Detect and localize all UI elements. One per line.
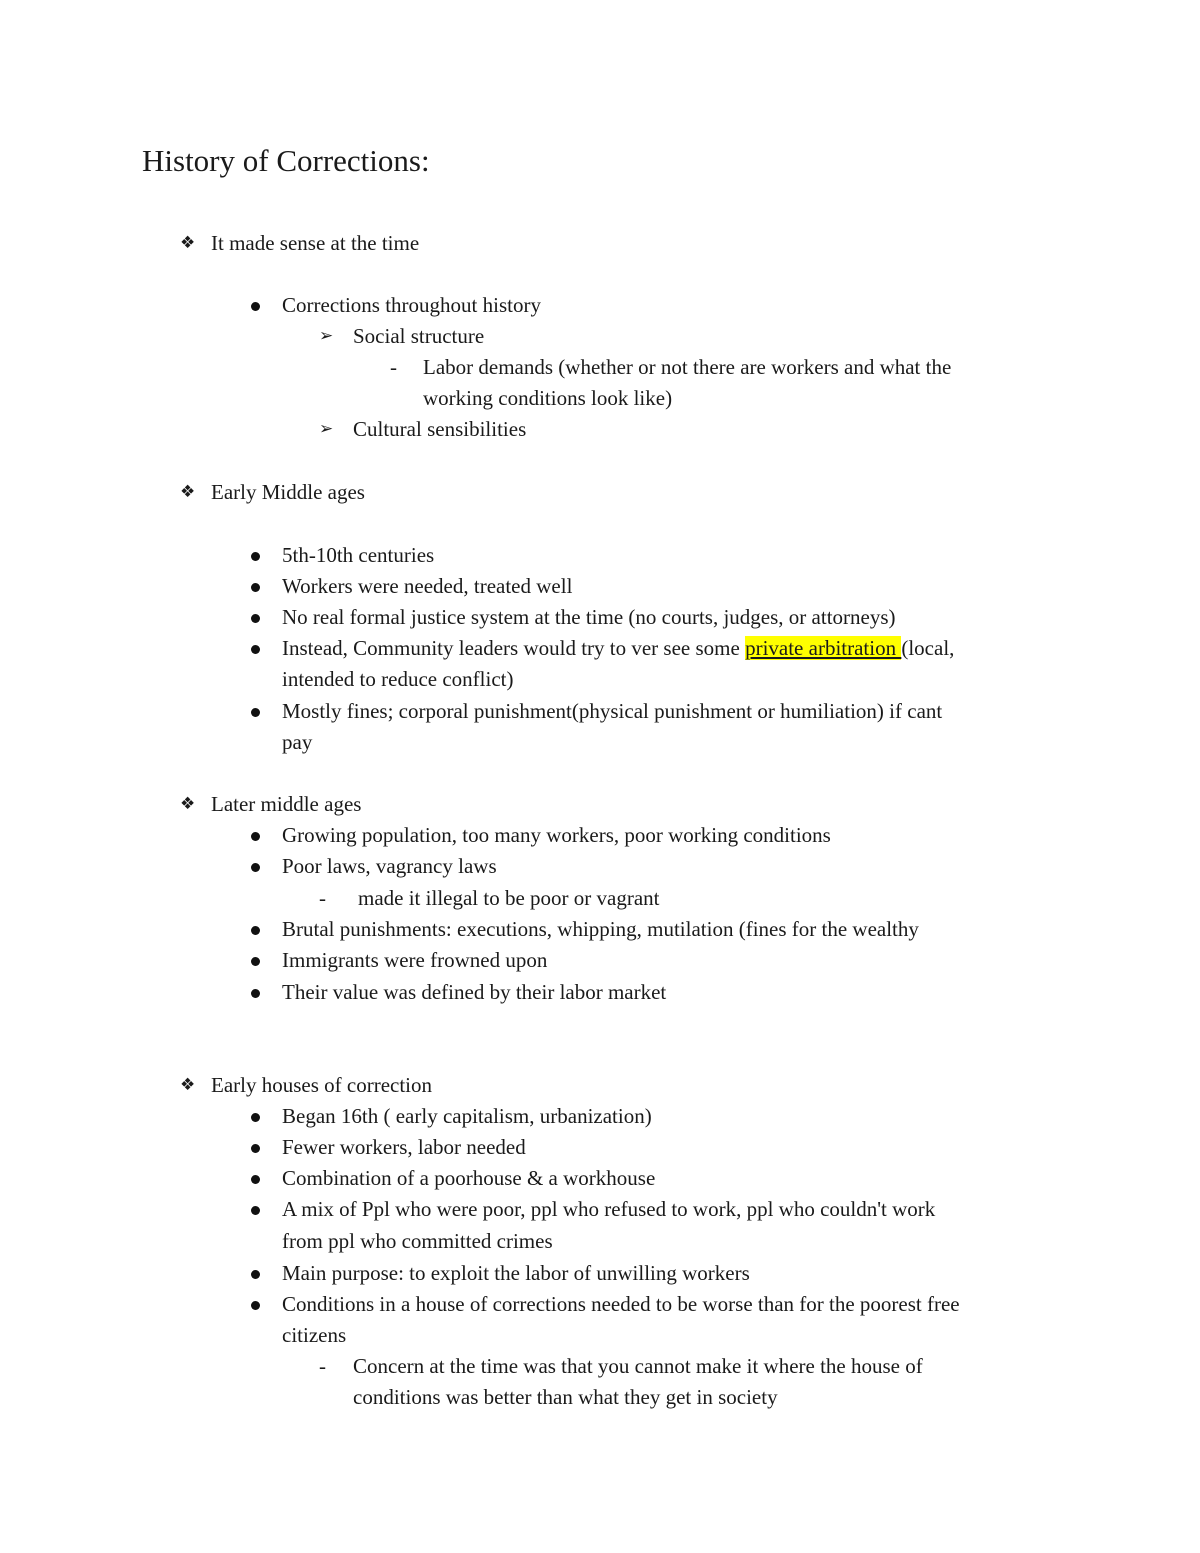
diamond-bullet-icon: ❖: [180, 482, 196, 502]
list-item-continuation: from ppl who committed crimes: [282, 1229, 553, 1253]
list-item: Main purpose: to exploit the labor of unwilling workers: [282, 1261, 750, 1285]
list-item: Cultural sensibilities: [353, 417, 527, 441]
list-item-continuation: citizens: [282, 1323, 347, 1347]
list-item: Combination of a poorhouse & a workhouse: [282, 1166, 656, 1190]
bullet-dot-icon: [251, 926, 260, 935]
bullet-dot-icon: [251, 1175, 260, 1184]
list-item: made it illegal to be poor or vagrant: [358, 886, 660, 910]
list-item: Their value was defined by their labor market: [282, 980, 667, 1004]
section-heading: It made sense at the time: [211, 231, 420, 255]
list-item: Concern at the time was that you cannot make it where the house of: [353, 1354, 923, 1378]
list-item: Workers were needed, treated well: [282, 574, 573, 598]
diamond-bullet-icon: ❖: [180, 233, 196, 253]
bullet-dot-icon: [251, 302, 260, 311]
bullet-dot-icon: [251, 645, 260, 654]
list-item: Fewer workers, labor needed: [282, 1135, 526, 1159]
section-heading: Later middle ages: [211, 792, 362, 816]
list-item-text: (local,: [901, 636, 955, 660]
bullet-dot-icon: [251, 989, 260, 998]
arrow-bullet-icon: ➢: [319, 326, 334, 346]
list-item: Brutal punishments: executions, whipping, mutilation (fines for the wealthy: [282, 917, 919, 941]
bullet-dot-icon: [251, 1144, 260, 1153]
diamond-bullet-icon: ❖: [180, 794, 196, 814]
list-item: Immigrants were frowned upon: [282, 948, 548, 972]
bullet-dot-icon: [251, 863, 260, 872]
highlighted-term: private arbitration: [745, 636, 902, 660]
list-item: Mostly fines; corporal punishment(physical punishment or humiliation) if cant: [282, 699, 943, 723]
page-title: History of Corrections:: [142, 143, 430, 178]
section-heading: Early houses of correction: [211, 1073, 433, 1097]
bullet-dot-icon: [251, 708, 260, 717]
dash-bullet-icon: -: [319, 1354, 326, 1378]
diamond-bullet-icon: ❖: [180, 1075, 196, 1095]
list-item: Growing population, too many workers, poor working conditions: [282, 823, 831, 847]
list-item: Began 16th ( early capitalism, urbanization): [282, 1104, 652, 1128]
list-item: Labor demands (whether or not there are workers and what the: [423, 355, 952, 379]
list-item-continuation: conditions was better than what they get in society: [353, 1385, 778, 1409]
dash-bullet-icon: -: [390, 355, 397, 379]
list-item: Corrections throughout history: [282, 293, 541, 317]
section-heading: Early Middle ages: [211, 480, 365, 504]
dash-bullet-icon: -: [319, 886, 326, 910]
bullet-dot-icon: [251, 583, 260, 592]
list-item: A mix of Ppl who were poor, ppl who refused to work, ppl who couldn't work: [282, 1197, 936, 1221]
bullet-dot-icon: [251, 1301, 260, 1310]
bullet-dot-icon: [251, 614, 260, 623]
bullet-dot-icon: [251, 1270, 260, 1279]
list-item: [282, 633, 954, 664]
list-item-continuation: intended to reduce conflict): [282, 667, 514, 691]
list-item: Conditions in a house of corrections needed to be worse than for the poorest free: [282, 1292, 960, 1316]
list-item: Poor laws, vagrancy laws: [282, 854, 497, 878]
list-item: 5th-10th centuries: [282, 543, 435, 567]
arrow-bullet-icon: ➢: [319, 419, 334, 439]
list-item-continuation: pay: [282, 730, 313, 754]
bullet-dot-icon: [251, 957, 260, 966]
list-item: No real formal justice system at the time (no courts, judges, or attorneys): [282, 605, 896, 629]
list-item-text: Instead, Community leaders would try to ver see some: [282, 636, 746, 660]
bullet-dot-icon: [251, 832, 260, 841]
bullet-dot-icon: [251, 552, 260, 561]
list-item-continuation: working conditions look like): [423, 386, 673, 410]
bullet-dot-icon: [251, 1206, 260, 1215]
bullet-dot-icon: [251, 1113, 260, 1122]
list-item: Social structure: [353, 324, 485, 348]
